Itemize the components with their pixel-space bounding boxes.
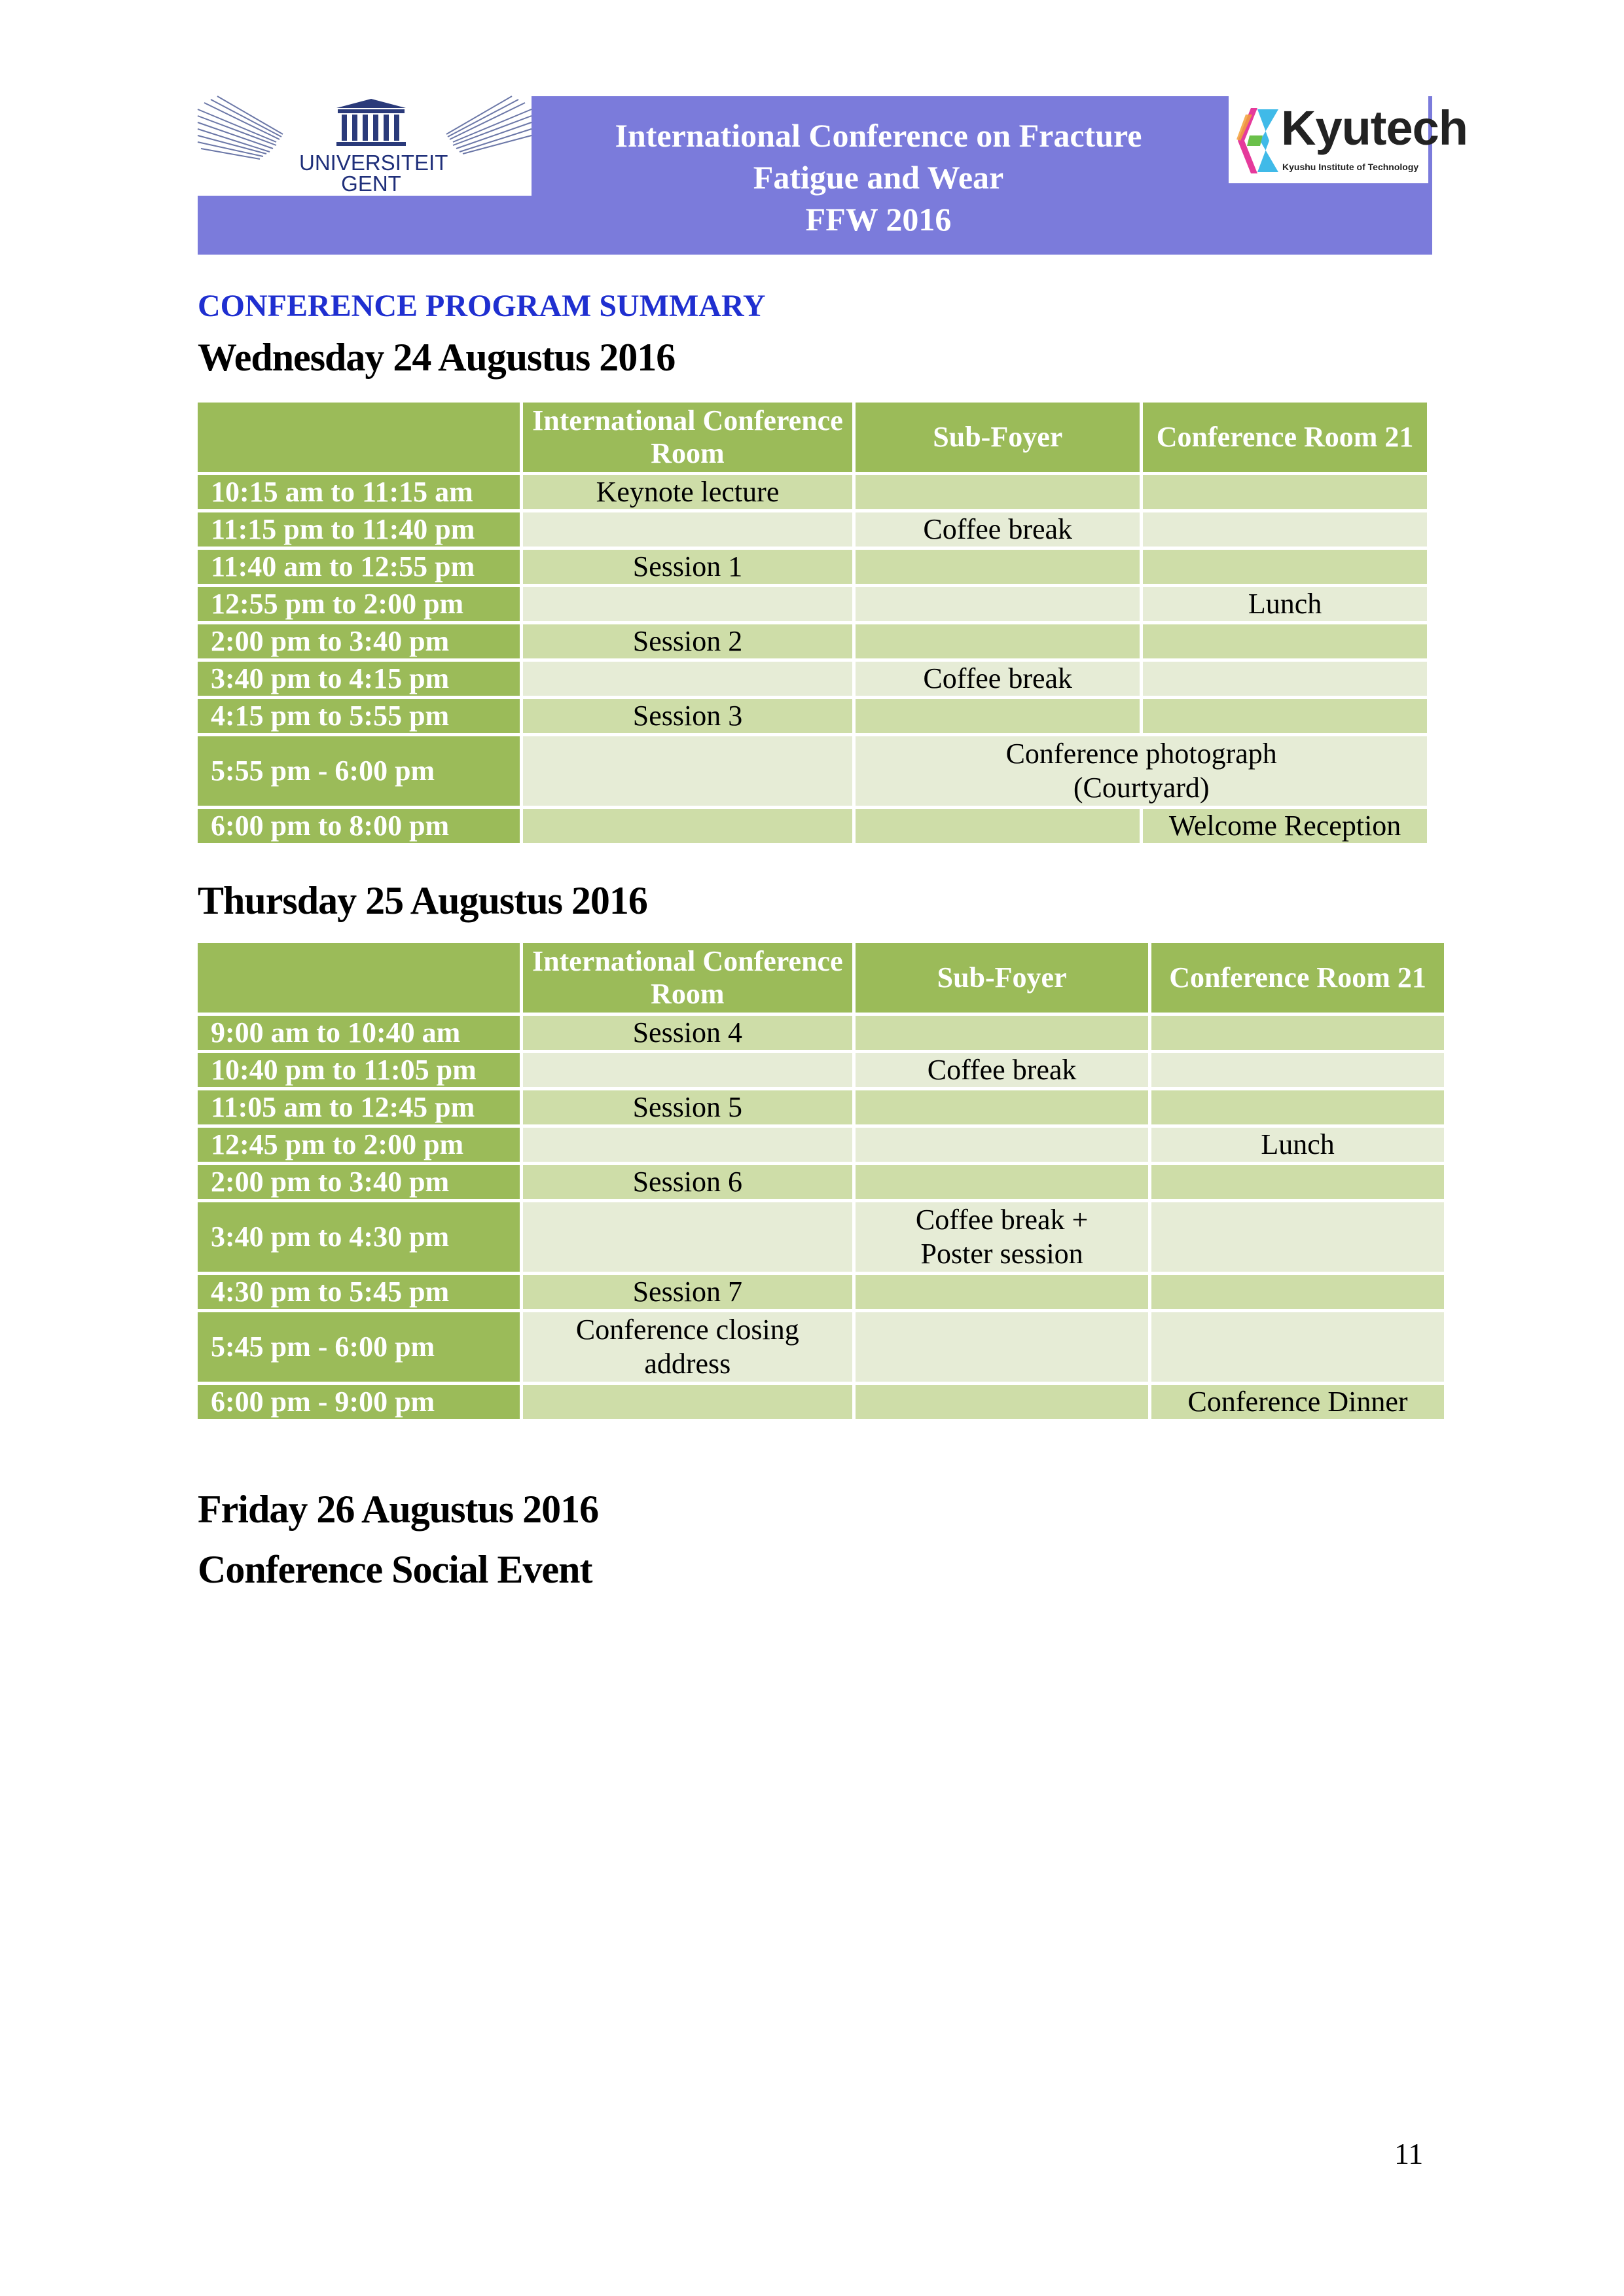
room21-cell	[1143, 475, 1427, 509]
friday-social-event: Conference Social Event	[198, 1548, 592, 1591]
universiteit-gent-logo	[198, 96, 532, 196]
table-row	[198, 1053, 1444, 1087]
room21-cell	[1143, 512, 1427, 547]
table-header-row	[198, 943, 1444, 1013]
icr-cell	[523, 1202, 853, 1272]
header-international-conference-room: International Conference Room	[523, 403, 853, 472]
time-cell: 5:45 pm - 6:00 pm	[198, 1312, 520, 1382]
icr-cell	[523, 1385, 853, 1419]
wednesday-schedule-table	[194, 399, 1430, 846]
icr-cell: Keynote lecture	[523, 475, 853, 509]
time-cell: 12:55 pm to 2:00 pm	[198, 587, 520, 621]
kyutech-logo-text: Kyutech	[1281, 101, 1468, 155]
time-cell: 5:55 pm - 6:00 pm	[198, 736, 520, 806]
time-cell: 11:05 am to 12:45 pm	[198, 1090, 520, 1124]
icr-cell	[523, 1053, 853, 1087]
page-number: 11	[1394, 2137, 1424, 2170]
room21-cell	[1151, 1053, 1444, 1087]
subfoyer-cell	[856, 1385, 1148, 1419]
room21-cell: Lunch	[1151, 1128, 1444, 1162]
ugent-logo-text	[299, 151, 448, 196]
subfoyer-cell	[856, 1128, 1148, 1162]
table-row	[198, 1275, 1444, 1309]
icr-cell	[523, 809, 853, 843]
banner-title-line-1: International Conference on Fracture	[615, 117, 1142, 154]
subfoyer-cell	[856, 550, 1140, 584]
time-cell: 3:40 pm to 4:15 pm	[198, 662, 520, 696]
table-row	[198, 550, 1427, 584]
subfoyer-cell	[856, 624, 1140, 658]
table-row	[198, 699, 1427, 733]
time-cell: 12:45 pm to 2:00 pm	[198, 1128, 520, 1162]
icr-cell: Conference closing address	[523, 1312, 853, 1382]
kyutech-k-mark-icon	[1231, 101, 1284, 180]
room21-cell	[1143, 550, 1427, 584]
time-cell: 4:15 pm to 5:55 pm	[198, 699, 520, 733]
table-row	[198, 1128, 1444, 1162]
subfoyer-cell	[856, 1275, 1148, 1309]
icr-cell	[523, 736, 853, 806]
time-cell: 9:00 am to 10:40 am	[198, 1016, 520, 1050]
icr-cell: Session 4	[523, 1016, 853, 1050]
time-cell: 3:40 pm to 4:30 pm	[198, 1202, 520, 1272]
room21-cell	[1151, 1165, 1444, 1199]
room21-cell	[1151, 1202, 1444, 1272]
table-header-row	[198, 403, 1427, 472]
time-cell: 2:00 pm to 3:40 pm	[198, 1165, 520, 1199]
room21-cell	[1143, 699, 1427, 733]
icr-cell: Session 3	[523, 699, 853, 733]
room21-cell	[1151, 1275, 1444, 1309]
subfoyer-cell: Coffee break	[856, 512, 1140, 547]
banner-title-line-3: FFW 2016	[805, 201, 952, 238]
banner-title-line-2: Fatigue and Wear	[753, 159, 1004, 196]
table-row	[198, 736, 1427, 806]
icr-cell	[523, 512, 853, 547]
kyutech-logo	[1229, 96, 1468, 183]
table-row	[198, 1202, 1444, 1272]
time-cell: 2:00 pm to 3:40 pm	[198, 624, 520, 658]
subfoyer-cell: Coffee break + Poster session	[856, 1202, 1148, 1272]
table-row	[198, 662, 1427, 696]
subfoyer-cell	[856, 1090, 1148, 1124]
table-row	[198, 1165, 1444, 1199]
friday-heading: Friday 26 Augustus 2016	[198, 1488, 599, 1531]
time-cell: 10:40 pm to 11:05 pm	[198, 1053, 520, 1087]
time-cell: 6:00 pm to 8:00 pm	[198, 809, 520, 843]
header-international-conference-room: International Conference Room	[523, 943, 853, 1013]
table-row	[198, 1090, 1444, 1124]
table-row	[198, 624, 1427, 658]
subfoyer-cell	[856, 809, 1140, 843]
subfoyer-cell	[856, 699, 1140, 733]
header-sub-foyer: Sub-Foyer	[856, 403, 1140, 472]
room21-cell	[1143, 624, 1427, 658]
icr-cell: Session 2	[523, 624, 853, 658]
icr-cell	[523, 587, 853, 621]
merged-subfoyer-room21-cell: Conference photograph (Courtyard)	[856, 736, 1427, 806]
icr-cell	[523, 662, 853, 696]
room21-cell: Lunch	[1143, 587, 1427, 621]
table-row	[198, 809, 1427, 843]
subfoyer-cell	[856, 1016, 1148, 1050]
header-time	[198, 943, 520, 1013]
room21-cell	[1151, 1090, 1444, 1124]
icr-cell: Session 7	[523, 1275, 853, 1309]
room21-cell	[1143, 662, 1427, 696]
table-row	[198, 475, 1427, 509]
icr-cell	[523, 1128, 853, 1162]
program-summary-heading: CONFERENCE PROGRAM SUMMARY	[198, 289, 766, 323]
header-time	[198, 403, 520, 472]
time-cell: 11:15 pm to 11:40 pm	[198, 512, 520, 547]
ugent-logo-line-1: UNIVERSITEIT	[299, 151, 448, 175]
table-row	[198, 587, 1427, 621]
thursday-schedule-table	[194, 940, 1447, 1422]
time-cell: 10:15 am to 11:15 am	[198, 475, 520, 509]
table-row	[198, 1312, 1444, 1382]
subfoyer-cell: Coffee break	[856, 1053, 1148, 1087]
time-cell: 6:00 pm - 9:00 pm	[198, 1385, 520, 1419]
time-cell: 11:40 am to 12:55 pm	[198, 550, 520, 584]
header-conference-room-21: Conference Room 21	[1151, 943, 1444, 1013]
table-row	[198, 1016, 1444, 1050]
table-row	[198, 1385, 1444, 1419]
icr-cell: Session 1	[523, 550, 853, 584]
subfoyer-cell	[856, 1165, 1148, 1199]
header-sub-foyer: Sub-Foyer	[856, 943, 1148, 1013]
room21-cell	[1151, 1016, 1444, 1050]
subfoyer-cell	[856, 587, 1140, 621]
time-cell: 4:30 pm to 5:45 pm	[198, 1275, 520, 1309]
subfoyer-cell	[856, 1312, 1148, 1382]
room21-cell: Welcome Reception	[1143, 809, 1427, 843]
thursday-heading: Thursday 25 Augustus 2016	[198, 879, 647, 922]
kyutech-logo-subtext: Kyushu Institute of Technology	[1282, 162, 1419, 172]
wednesday-heading: Wednesday 24 Augustus 2016	[198, 336, 676, 379]
icr-cell: Session 6	[523, 1165, 853, 1199]
icr-cell: Session 5	[523, 1090, 853, 1124]
subfoyer-cell: Coffee break	[856, 662, 1140, 696]
header-conference-room-21: Conference Room 21	[1143, 403, 1427, 472]
header-banner	[198, 96, 1468, 255]
room21-cell: Conference Dinner	[1151, 1385, 1444, 1419]
subfoyer-cell	[856, 475, 1140, 509]
room21-cell	[1151, 1312, 1444, 1382]
table-row	[198, 512, 1427, 547]
ugent-logo-line-2: GENT	[341, 171, 401, 196]
